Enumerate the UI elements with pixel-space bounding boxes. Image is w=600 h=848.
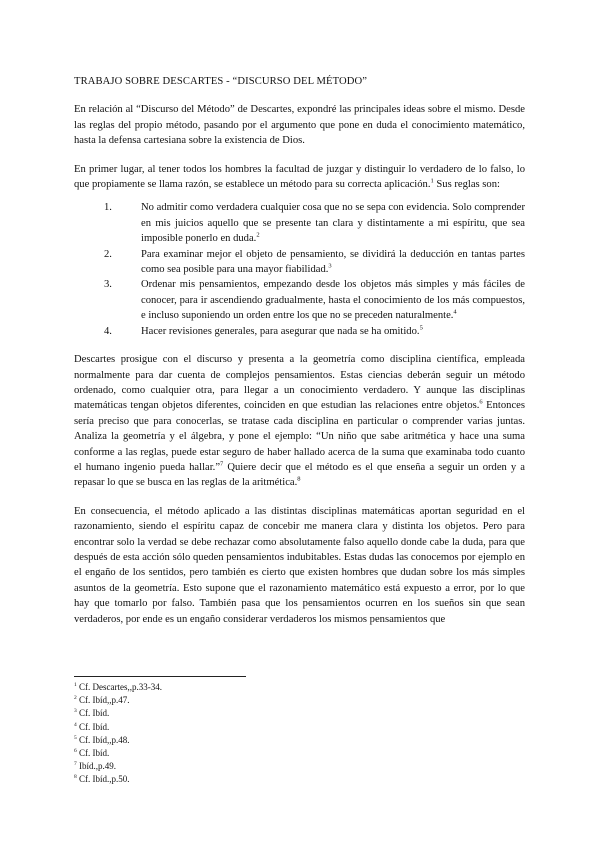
method-rules-list — [74, 200, 525, 339]
list-item — [104, 277, 525, 323]
geometry-text-a: Descartes prosigue con el discurso y presenta a la geometría como disciplina científica, empleada normalmente para dar cuenta de complejos pensamientos. Estas ciencias deberán seguir un método ordenado, como cualquier otra, para llegar a un conocimiento verdadero. Y aunque las disciplinas matemáticas tengan objetos diferentes, coinciden en que estudian las relaciones entre objetos. — [74, 354, 525, 412]
footnote-text: Cf. Ibíd. — [79, 708, 110, 719]
list-item — [104, 324, 525, 339]
list-number: 3. — [104, 279, 112, 291]
list-text: Para examinar mejor el objeto de pensamiento, se dividirá la deducción en tantas partes como sea posible para una mayor fiabilidad. — [141, 248, 525, 276]
rules-intro-text: En primer lugar, al tener todos los hombres la facultad de juzgar y distinguir lo verdadero de lo falso, lo que propiamente se llama razón, se establece un método para su correcta aplicación. — [74, 163, 525, 191]
footnote-ref: 4 — [453, 308, 457, 316]
footnotes — [74, 681, 374, 787]
footnote-text: Cf. Ibíd.,p.50. — [79, 774, 130, 785]
rules-intro-tail: Sus reglas son: — [433, 179, 500, 191]
footnote — [74, 747, 374, 760]
footnote-number: 2 — [74, 695, 77, 702]
list-text: Hacer revisiones generales, para asegurar que nada se ha omitido. — [141, 325, 420, 337]
list-number: 1. — [104, 202, 112, 214]
list-item — [104, 200, 525, 246]
footnote-number: 7 — [74, 761, 77, 768]
footnote-ref: 7 — [220, 460, 224, 468]
doubt-paragraph: En consecuencia, el método aplicado a las distintas disciplinas matemáticas aportan seguridad en el razonamiento, siendo el espíritu capaz de concebir me manera clara y distinta los objetos. Pero para encontrar solo la verdad se debe rechazar como absolutamente falso aquello donde cabe la duda, para que después de esta acción sólo queden pensamientos indubitables. Estas dudas las conocemos por ejemplo en el engaño de los sentidos, pero también es cierto que existen hombres que dudan sobre los más simples asuntos de la geometría. Esto supone que el razonamiento matemático está expuesto a error, por lo que hay que tomarlo por falso. También pasa que los pensamientos ocurren en los sueños sin que sean verdaderos, por ende es un engaño considerar verdaderos los mismos pensamientos que — [74, 505, 525, 625]
footnote-number: 5 — [74, 734, 77, 741]
footnote — [74, 773, 374, 786]
footnote-ref: 2 — [256, 231, 260, 239]
geometry-paragraph — [74, 352, 525, 491]
footnote — [74, 760, 374, 773]
footnote-ref: 8 — [297, 475, 301, 483]
document-page — [74, 74, 525, 640]
footnote-ref: 5 — [419, 324, 423, 332]
footnote-text: Cf. Ibíd,,p.47. — [79, 695, 130, 706]
footnote-separator — [74, 676, 246, 677]
footnote-text: Cf. Ibíd. — [79, 721, 110, 732]
footnote-text: Cf. Ibíd,,p.48. — [79, 734, 130, 745]
footnote — [74, 694, 374, 707]
footnote — [74, 681, 374, 694]
list-number: 2. — [104, 248, 112, 260]
geometry-text-c: Quiere decir que el método es el que enseña a seguir un orden y a repasar lo que se busca en las reglas de la aritmética. — [74, 461, 525, 489]
footnote — [74, 734, 374, 747]
footnote-ref: 1 — [430, 177, 434, 185]
footnote-ref: 6 — [479, 398, 483, 406]
list-number: 4. — [104, 325, 112, 337]
footnote-number: 4 — [74, 721, 77, 728]
list-item — [104, 247, 525, 278]
footnote-text: Ibíd.,p.49. — [79, 761, 116, 772]
document-title: TRABAJO SOBRE DESCARTES - “DISCURSO DEL MÉTODO” — [74, 76, 368, 87]
footnote-text: Cf. Descartes,,p.33-34. — [79, 682, 162, 692]
footnote-number: 1 — [74, 682, 77, 688]
footnote-number: 8 — [74, 774, 77, 781]
footnote-text: Cf. Ibíd. — [79, 748, 110, 759]
list-text: No admitir como verdadera cualquier cosa que no se sepa con evidencia. Solo comprender en mis juicios aquello que se presente tan clara y distintamente a mi espíritu, que sea imposible ponerlo en duda. — [141, 202, 525, 245]
footnote — [74, 707, 374, 720]
intro-paragraph: En relación al “Discurso del Método” de Descartes, expondré las principales ideas sobre el mismo. Desde las reglas del propio método, pasando por el argumento que pone en duda el conocimiento matemático, hasta la defensa cartesiana sobre la existencia de Dios. — [74, 104, 525, 147]
rules-intro-paragraph — [74, 162, 525, 193]
footnote-ref: 3 — [328, 262, 332, 270]
list-text: Ordenar mis pensamientos, empezando desde los objetos más simples y más fáciles de conocer, para ir ascendiendo gradualmente, hasta el conocimiento de los más compuestos, e incluso suponiendo un orden entre los que no se preceden naturalmente. — [141, 279, 525, 322]
footnote-number: 3 — [74, 708, 77, 715]
footnote — [74, 721, 374, 734]
geometry-text-b: Entonces sería preciso que para conocerlas, se tratase cada disciplina en particular o comprender varias juntas. Analiza la geometría y el álgebra, y pone el ejemplo: “Un niño que sabe aritmética y hace una suma conforme a las reglas, puede estar seguro de haber hallado acerca de la suma que examinaba todo cuanto el humano ingenio pueda hallar.” — [74, 400, 525, 473]
footnote-number: 6 — [74, 748, 77, 755]
